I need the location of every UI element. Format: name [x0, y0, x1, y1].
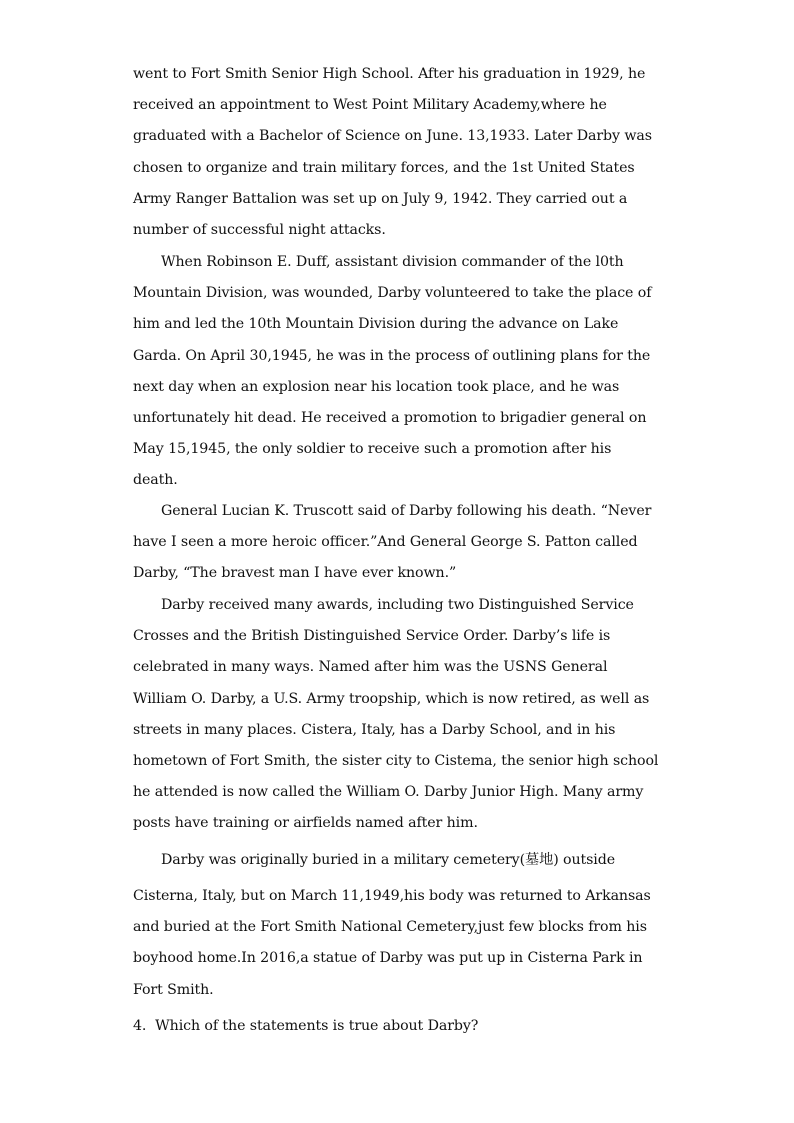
paragraph-awards: [133, 590, 665, 840]
question-number: 4.: [133, 1018, 147, 1034]
question-line: [133, 1011, 665, 1042]
text-line: Army Ranger Battalion was set up on July 9, 1942. They carried out a: [133, 190, 628, 207]
text-line: unfortunately hit dead. He received a promotion to brigadier general on: [133, 410, 647, 427]
paragraph-early-career: [133, 59, 665, 246]
text-line: Crosses and the British Distinguished Service Order. Darby’s life is: [133, 628, 611, 645]
text-line: and buried at the Fort Smith National Cemetery,just few blocks from his: [133, 919, 647, 936]
paragraph-burial-first-line: [133, 845, 665, 876]
text-line: Darby received many awards, including two Distinguished Service: [161, 597, 634, 613]
text-line: Cisterna, Italy, but on March 11,1949,his body was returned to Arkansas: [133, 888, 651, 904]
text-line: have I seen a more heroic officer.”And General George S. Patton called: [133, 534, 638, 551]
text-line: General Lucian K. Truscott said of Darby following his death. “Never: [161, 503, 652, 519]
text-line: chosen to organize and train military forces, and the 1st United States: [133, 159, 635, 176]
text-line: celebrated in many ways. Named after him was the USNS General: [133, 659, 608, 676]
text-line: graduated with a Bachelor of Science on June. 13,1933. Later Darby was: [133, 128, 652, 145]
text-line: he attended is now called the William O. Darby Junior High. Many army: [133, 784, 644, 801]
text-line: Fort Smith.: [133, 981, 214, 998]
text-line: posts have training or airfields named after him.: [133, 815, 478, 832]
text-line: Mountain Division, was wounded, Darby volunteered to take the place of: [133, 285, 652, 302]
text-line: William O. Darby, a U.S. Army troopship, which is now retired, as well as: [133, 690, 650, 707]
text-line: May 15,1945, the only soldier to receive such a promotion after his: [133, 441, 612, 458]
text-line: received an appointment to West Point Military Academy,where he: [133, 97, 607, 114]
text-line: Darby, “The bravest man I have ever known.”: [133, 565, 457, 582]
text-line: number of successful night attacks.: [133, 222, 386, 239]
text-line: Garda. On April 30,1945, he was in the process of outlining plans for the: [133, 347, 651, 364]
text-line: next day when an explosion near his location took place, and he was: [133, 378, 620, 395]
text-line: When Robinson E. Duff, assistant division commander of the l0th: [161, 254, 624, 270]
question-4: [133, 1011, 665, 1042]
text-line: hometown of Fort Smith, the sister city to Cistema, the senior high school: [133, 753, 659, 770]
question-text: Which of the statements is true about Darby?: [155, 1018, 479, 1034]
paragraph-death: [133, 247, 665, 497]
text-line: him and led the 10th Mountain Division during the advance on Lake: [133, 316, 619, 333]
text-line: death.: [133, 472, 178, 489]
paragraph-quotes: [133, 496, 665, 590]
text-line: streets in many places. Cistera, Italy, has a Darby School, and in his: [133, 721, 616, 738]
text-line: boyhood home.In 2016,a statue of Darby was put up in Cisterna Park in: [133, 950, 643, 967]
text-line: went to Fort Smith Senior High School. After his graduation in 1929, he: [133, 66, 646, 82]
paragraph-burial: [133, 881, 665, 1006]
text-line: Darby was originally buried in a military cemetery(墓地) outside: [161, 852, 616, 868]
